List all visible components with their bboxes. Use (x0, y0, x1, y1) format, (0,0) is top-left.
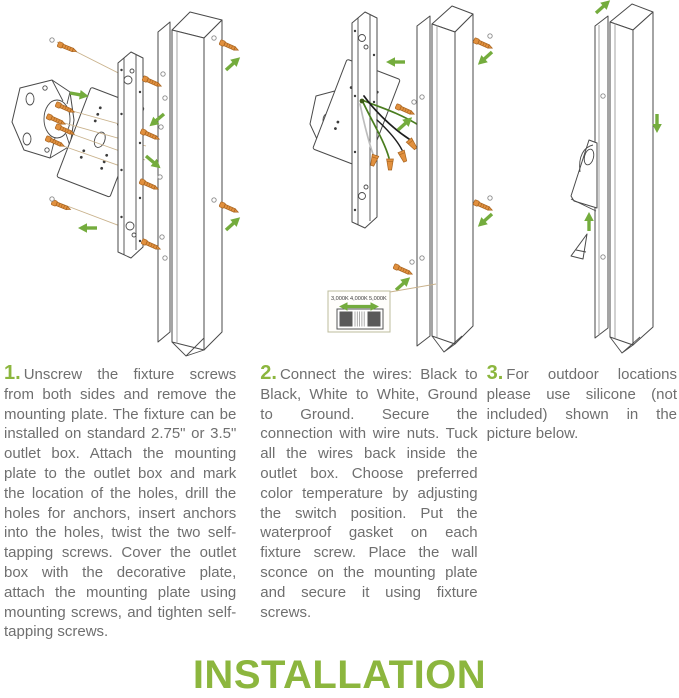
step-2-paragraph (260, 364, 477, 622)
arrow-icon (475, 48, 496, 68)
step-3-text: For outdoor locations please use silicone (not included) shown in the picture below. (486, 366, 678, 443)
page-title: INSTALLATION (192, 653, 487, 698)
hole-marker-icon (420, 256, 424, 260)
wire-nut-icon (387, 159, 394, 170)
arrow-icon (386, 57, 405, 67)
hole-marker-icon (163, 96, 167, 100)
screw-icon (51, 199, 72, 211)
sconce-body (158, 12, 222, 356)
step-1-number: 1. (4, 362, 21, 384)
hole-marker-icon (50, 38, 54, 42)
arrow-icon (223, 214, 244, 234)
hole-marker-icon (212, 36, 216, 40)
diagram-step-1-exploded-view (12, 12, 243, 356)
instructions (0, 362, 679, 642)
silicone-tube (571, 234, 587, 259)
screw-icon (57, 41, 78, 53)
hole-marker-icon (50, 197, 54, 201)
screw-icon (473, 38, 493, 51)
screw-icon (473, 200, 493, 213)
step-2-text: Connect the wires: Black to Black, White to White, Ground to Ground. Secure the connection with wire nuts. Tuck all the wires back inside the outlet box. Choose preferred color temperature by adjusting the switch position. Put the waterproof gasket on each fixture screw. Place the wall sconce on the mounting plate and secure it using fixture screws. (260, 366, 478, 621)
diagram-step-3-silicone (571, 0, 662, 353)
step-3 (487, 364, 677, 444)
mounting-plate-edge (571, 140, 597, 211)
hole-marker-icon (601, 255, 605, 259)
step-3-paragraph (487, 364, 677, 444)
wall-bracket (352, 12, 377, 228)
wire-nut-icon (398, 150, 408, 163)
hole-marker-icon (488, 34, 492, 38)
switch-label-5000k: 5,000K (369, 296, 387, 302)
sconce-body (417, 6, 473, 352)
hole-marker-icon (410, 260, 414, 264)
color-temp-switch[interactable] (337, 309, 383, 329)
screw-icon (393, 264, 413, 277)
arrow-icon (593, 0, 614, 17)
step-1 (4, 364, 236, 642)
arrow-icon (78, 223, 97, 233)
hole-marker-icon (158, 175, 162, 179)
hole-marker-icon (420, 95, 424, 99)
hole-marker-icon (601, 94, 605, 98)
hole-marker-icon (160, 235, 164, 239)
step-3-number: 3. (486, 362, 504, 384)
step-1-paragraph (4, 364, 236, 642)
step-1-text: Unscrew the fixture screws from both sides and remove the mounting plate. The fixture can be installed on standard 2.75" or 3.5" outlet box. Attach the mounting plate to the outlet box and mark the location of the holes, drill the holes for anchors, insert anchors into the holes, twist the two self-tapping screws. Cover the outlet box with the decorative plate, attach the mounting plate using mounting screws, and tighten self-tapping screws. (4, 366, 237, 641)
switch-label-4000k: 4,000K (350, 296, 368, 302)
diagram-step-2-wiring (310, 6, 495, 352)
switch-label-3000k: 3,000K (331, 296, 349, 302)
hole-marker-icon (161, 72, 165, 76)
sconce-body (595, 4, 653, 353)
arrow-icon (223, 54, 244, 74)
hole-marker-icon (163, 256, 167, 260)
arrow-icon (475, 210, 496, 230)
hole-marker-icon (412, 100, 416, 104)
arrow-icon (584, 212, 594, 231)
hole-marker-icon (488, 196, 492, 200)
hole-marker-icon (212, 198, 216, 202)
hole-marker-icon (159, 125, 163, 129)
arrow-icon (652, 114, 662, 133)
step-2-number: 2. (260, 362, 277, 384)
wall-bracket (118, 52, 143, 258)
step-2 (260, 364, 477, 622)
